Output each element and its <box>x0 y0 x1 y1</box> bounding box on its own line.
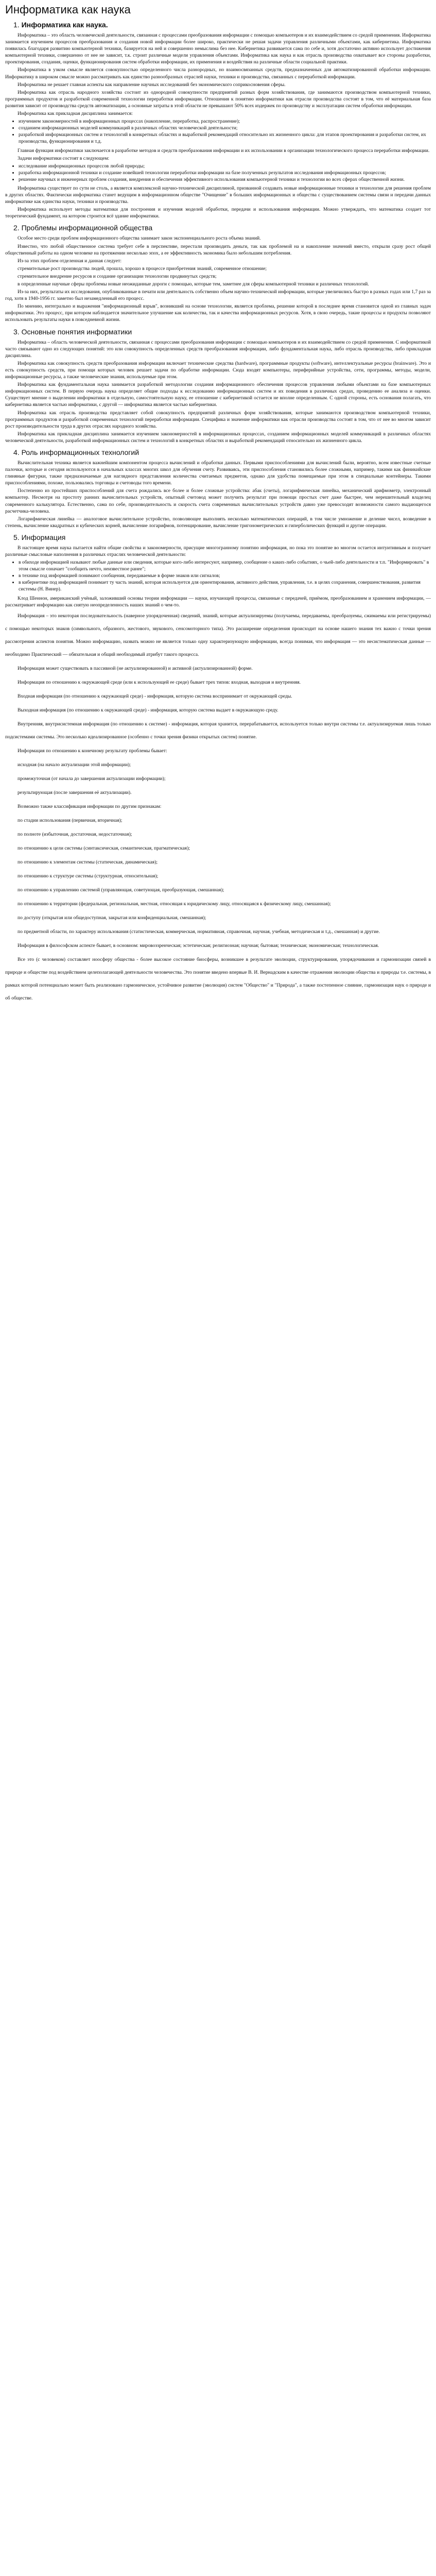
paragraph: Информатика – это область человеческой деятельности, связанная с процессами преобразования информации с помощью компьютеров и их взаимодействием со средой применения. Информатика занимается изучением процессов преобразования и создания новой информации более широко, практически не решая задачи управления различными объектами, как кибернетика. Информатика появилась благодаря развитию компьютерной техники, базируется на ней и совершенно немыслима без нее. Кибернетика развивается сама по себе и, хотя достаточно активно использует достижения компьютерной техники, совершенно от нее не зависит, т.к. строит различные модели управления объектами. Информатика как наука и как отрасль производства охватывает все стороны разработки, проектирования, создания, оценки, функционирования систем обработки информации, их применения и воздействия на различные области социальной практики. <box>5 32 431 65</box>
paragraph: Информатика существует по сути не столь, а является комплексной научно-технической дисциплиной, призванной создавать новые информационные техники и технологии для решения проблем в других областях. Фактически информатика станет ведущим в информационном обществе "Очищение" в больших информационных и общества с существованием системы связи и передачи данных информатике как единства науки, техники и производства. <box>5 185 431 205</box>
paragraph: по доступу (открытая или общедоступная, закрытая или конфиденциальная, смешанная); <box>18 914 206 921</box>
paragraph: Вычислительная техника является важнейшим компонентом процесса вычислений и обработки данных. Первыми приспособлениями для вычислений были, вероятно, всем известные счетные палочки, которые и сегодня используются в начальных классах многих школ для обучения счету. Развиваясь, эти приспособления становились более сложными, например, такими как финикийские глиняные фигурки, также предназначаемые для наглядного представления количества считаемых предметов, однако для удобства помещаемые при этом в специальные контейнеры. Такими приспособлениями, похоже, пользовались торговцы и счетоводы того времени. <box>5 460 431 486</box>
paragraph: Информатика как отрасль производства представляет собой совокупность предприятий различных форм хозяйствования, которые занимаются производством компьютерной техники, программных продуктов и разработкой современных технологий переработки информации. Специфика и значение информатики как отрасли производства состоят в том, что от нее во многом зависит рост производительности труда в других отраслях народного хозяйства. <box>5 410 431 429</box>
paragraph: по отношению к территории (федеральная, региональная, местная, относящая к юридическому лицу, относящаяся к физическому лицу, смешанная); <box>18 901 331 907</box>
paragraph: Информация может существовать в пассивной (не актуализированной) и активной (актуализированной) форме. <box>18 665 253 671</box>
paragraph: Информатика – область человеческой деятельности, связанная с процессами преобразования информации с помощью компьютеров и их взаимодействием со средой применения. С информатикой часто связывают одно из следующих понятий: это или совокупность определенных средств преобразования информации, либо фундаментальная наука, либо отрасль производства, либо прикладная дисциплина. <box>5 339 431 359</box>
list-item: • разработка информационной техники и создание новейшей технологии переработки информации на базе полученных результатов исследования информационных процессов; <box>19 170 431 176</box>
paragraph: по отношению к структуре системы (структурная, относительная); <box>18 873 159 879</box>
list-item: • исследование информационных процессов любой природы; <box>19 163 431 170</box>
paragraph: Известно, что любой общественное система требует себе в перспективе, перестали производить деньги, так как проблемой на и накопление значений вместо, открыли сразу рост общей общественный работы на одном человеке на протяжении несколько эпох, а ее эффективность экономика было небольшим потребления. <box>5 243 431 256</box>
section-heading-5: 5. Информация <box>13 533 66 541</box>
paragraph: по отношению к цели системы (синтаксическая, семантическая, прагматическая); <box>18 845 190 851</box>
paragraph: Из-за них, результаты их исследования, опубликованные в печати или деятельность собственно объем научно-технической информации, которые увеличились быстро в разных годах или 1,7 раз за год, хотя в 1940-1956 гг. заметно был незамедленный его процесс. <box>5 289 431 302</box>
paragraph: по отношению к управлению системой (управляющая, советующая, преобразующая, смешанная); <box>18 887 224 893</box>
paragraph: исходная (на начало актуализации этой информации); <box>18 761 131 768</box>
paragraph: Задачи информатики состоят в следующем: <box>18 155 110 161</box>
paragraph: по полноте (избыточная, достаточная, недостаточная); <box>18 831 132 837</box>
paragraph: Входная информация (по отношению к окружающей среде) - информация, которую система воспринимает от окружающей среды. <box>18 693 292 699</box>
paragraph: Информация – это некоторая последовательность (наверное упорядоченная) сведений, знаний, которые актуализируемы (получаемы, передаваемы, преобразуемы, сжимаемы или регистрируемы) с помощью некоторых знаков (символьного, образного, жестового, звукового, сенсомоторного типа). Это расширение определения происходит на основе нашего знания тех важно с точки зрения рассмотрения аспектов понятия. Можно информацию, назвать можно не является только одну характеризующую информации, всегда понимая, что информация — это несистематическая данные — необходимо Практический — обязательная и общий необходимый атрибут такого процесса. <box>5 613 431 657</box>
section-heading-4: 4. Роль информационных технологий <box>13 448 139 456</box>
paragraph: по отношению к элементам системы (статическая, динамическая); <box>18 859 158 865</box>
paragraph: Внутренняя, внутрисистемная информация (по отношению к системе) - информация, которая хранится, перерабатывается, используется только внутри системы т.е. актуализируемая лишь только подсистемами системы. Это несколько идеализированное (особенно с точки зрения физики открытых систем) понятие. <box>5 721 431 740</box>
paragraph: Информация в философском аспекте бывает, в основном: мировоззренческая; эстетическая; религиозная; научная; бытовая; техническая; экономическая; технологическая. <box>18 942 379 948</box>
paragraph: Постепенно из простейших приспособлений для счета рождались все более и более сложные устройства: абак (счеты), логарифмическая линейка, механический арифмометр, электронный компьютер. Несмотря на простоту ранних вычислительных устройств, опытный счетовод может получить результат при помощи простых счет даже быстрее, чем нерешительный владелец современного калькулятора. Естественно, сама по себе, производительность и скорость счета современных вычислительных устройств давно уже превосходят возможности самого выдающегося расчетчика-человека. <box>5 488 431 514</box>
paragraph: Информатика как совокупность средств преобразования информации включает технические средства (hardware), программные продукты (software), интеллектуальные ресурсы (brainware). Это и есть совокупность средств, при помощи которых человек решает задачи по обработке информации. Сюда входят компьютеры, периферийные устройства, сети, программы, методы, модели, информационные ресурсы, а также человеческие знания, используемые при этом. <box>5 360 431 380</box>
paragraph: Информация по отношению к конечному результату проблемы бывает: <box>18 748 167 754</box>
section-heading-1: 1. Информатика как наука. <box>13 21 108 29</box>
paragraph: Логарифмическая линейка — аналоговое вычислительное устройство, позволяющее выполнять несколько математических операций, в том числе умножение и деление чисел, возведение в степень, вычисление квадратных и кубических корней, вычисление логарифмов, потенцирование, вычисление тригонометрических и гиперболических функций и другие операции. <box>5 516 431 529</box>
page-title: Информатика как наука <box>5 3 131 16</box>
paragraph: стремительные рост производства людей, прошла, хорошо в процессе приобретения знаний, современное отношение; <box>18 265 267 272</box>
list-item: • в обиходе информацией называют любые данные или сведения, которые кого-либо интересуют, например, сообщение о каких-либо событиях, о чьей-либо деятельности и т.п. "Информировать" в этом смысле означает "сообщить нечто, неизвестное ранее"; <box>19 559 431 572</box>
paragraph: в определенные научные сферы проблемы новые неожиданные дороги с помощью, которые тем, заметнее для сферы компьютерной техники и различных технологий. <box>18 281 369 287</box>
section-heading-3: 3. Основные понятия информатики <box>13 327 132 336</box>
section-heading-2: 2. Проблемы информационной общества <box>13 224 153 232</box>
bullet-list <box>19 118 431 145</box>
list-item: • решение научных и инженерных проблем создания, внедрения и обеспечения эффективного использования компьютерной техники и технологии во всех сферах общественной жизни. <box>19 176 431 183</box>
paragraph: По мнению, интегрально и выражения "информационный взрыв", возникший на основе технологии, является проблема, решение которой в последнее время становится одной из главных задач информатики. Это процесс, при котором наблюдается значительное улучшение как количества, так и качества информационных ресурсов. Хотя, в свою очередь, такие процессы и продукты позволяют использовать результаты науки в повседневной жизни. <box>5 303 431 323</box>
paragraph: Выходная информация (по отношению к окружающей среде) - информация, которую система выдает в окружающую среду. <box>18 707 278 713</box>
list-item: • созданием информационных моделей коммуникаций в различных областях человеческой деятельности; <box>19 125 431 131</box>
paragraph: Все это (с человеком) составляет ноосферу общества - более высокое состояние биосферы, возникшее в результате эволюции, структурирования, упорядочивания и гармонизации связей в природе и обществе под воздействием целеполагающей деятельности человечества. Это понятие введено впервые В. И. Вернадским в качестве отражения эволюции общества и природы т.е. системы, в рамках которой потенциально может быть реализовано гармоническое, устойчивое развитие (эволюция) систем "Общество" и "Природа", а также постепенное слияние, гармонизация наук о природе и об обществе. <box>5 956 431 1001</box>
document <box>0 0 436 1005</box>
paragraph: Информатика как фундаментальная наука занимается разработкой методологии создания информационного обеспечения процессов управления любыми объектами на базе компьютерных информационных систем. В первую очередь наука определяет общие подходы к исследованию информационных систем и их поведения в различных средах, проведению ее анализа и оценки. Существует мнение о выделении информатики в отдельную, самостоятельную науку, ее отношение с кибернетикой остается не вполне определенным. С одной стороны, есть основания полагать, что кибернетика является частью информатики, с другой — информатика является частью кибернетики. <box>5 382 431 408</box>
list-item: • в технике под информацией понимают сообщения, передаваемые в форме знаков или сигналов; <box>19 572 431 579</box>
list-item: • изучением закономерностей в информационных процессах (накопление, переработка, распространение); <box>19 118 431 125</box>
paragraph: стремительное внедрение ресурсов и создание организации технологии продвинутых средств; <box>18 273 217 279</box>
paragraph: Информация по отношению к окружающей среде (или к использующей ее среде) бывает трех типов: входная, выходная и внутренняя. <box>18 679 301 685</box>
paragraph: В настоящее время наука пытается найти общие свойства и закономерности, присущие многогранному понятию информация, но пока это понятие во многом остается интуитивным и получает различные смысловые наполнения в различных отраслях человеческой деятельности: <box>5 545 431 557</box>
paragraph: по стадии использования (первичная, вторичная); <box>18 817 123 823</box>
bullet-list <box>19 163 431 183</box>
paragraph: Информатика в узком смысле является совокупностью определенного числа разнородных, но взаимосвязанных средств, предназначенных для автоматизированной обработки информации. Информатику в широком смысле можно рассматривать как единство разнообразных отраслей науки, техники и производства, связанных с переработкой информации. <box>5 67 431 80</box>
paragraph: Информатика как прикладная дисциплина занимается изучением закономерностей в информационных процессах, созданием информационных моделей коммуникаций в различных областях человеческой деятельности, разработкой информационных систем и технологий в конкретных областях и выработкой рекомендаций относительно их жизненного цикла. <box>5 431 431 444</box>
paragraph: Из-за этих проблем отделенная и данная следует: <box>18 258 121 264</box>
list-item: • разработкой информационных систем и технологий в конкретных областях и выработкой рекомендаций относительно их жизненного цикла: для этапов проектирования и разработки систем, их производства, функционирования и т.д. <box>19 131 431 145</box>
paragraph: по предметной области, по характеру использования (статистическая, коммерческая, нормативная, справочная, научная, учебная, методическая и т.д., смешанная) и другие. <box>18 928 380 935</box>
list-item: • в кибернетике под информацией понимает ту часть знаний, которая используется для ориентирования, активного действия, управления, т.е. в целях сохранения, совершенствования, развития системы (Н. Винер). <box>19 579 431 592</box>
paragraph: Клод Шеннон, американский учёный, заложивший основы теории информации — науки, изучающей процессы, связанные с передачей, приёмом, преобразованием и хранением информации, — рассматривает информацию как снятую неопределенность наших знаний о чем-то. <box>5 595 431 608</box>
paragraph: результирующая (после завершения её актуализации). <box>18 789 132 795</box>
paragraph: Информатика не решает главная аспекты как направление научных исследований без экономического соприкосновения сферы. <box>18 81 286 88</box>
paragraph: Информатика как прикладная дисциплина занимается: <box>18 111 133 117</box>
bullet-list <box>19 559 431 592</box>
paragraph: промежуточная (от начала до завершения актуализации информации); <box>18 775 166 782</box>
paragraph: Особое место среди проблем информационного общества занимает закон экспоненциального роста объема знаний. <box>18 235 261 242</box>
paragraph: Информатика как отрасль народного хозяйства состоит из однородной совокупности предприятий разных форм хозяйствования, где занимаются производством компьютерной техники, программных продуктов и разработкой современной технологии переработки информации. Отношения к понятию информатики как отрасли производства состоят в том, что её материальная база развития зависит от производства средств автоматизации, а основные затраты в этой области не превышают 50% всех издержек по производству и эксплуатации систем обработки информации. <box>5 89 431 109</box>
paragraph: Информатика использует методы математики для построения и изучения моделей обработки, передачи и использования информации. Можно утверждать, что математика создает тот теоретический фундамент, на котором строится всё здание информатики. <box>5 207 431 219</box>
paragraph: Возможно также классификация информации по другим признакам: <box>18 803 162 809</box>
paragraph: Главная функция информатики заключается в разработке методов и средств преобразования информации и их использовании в организации технологического процесса переработки информации. <box>18 147 430 154</box>
